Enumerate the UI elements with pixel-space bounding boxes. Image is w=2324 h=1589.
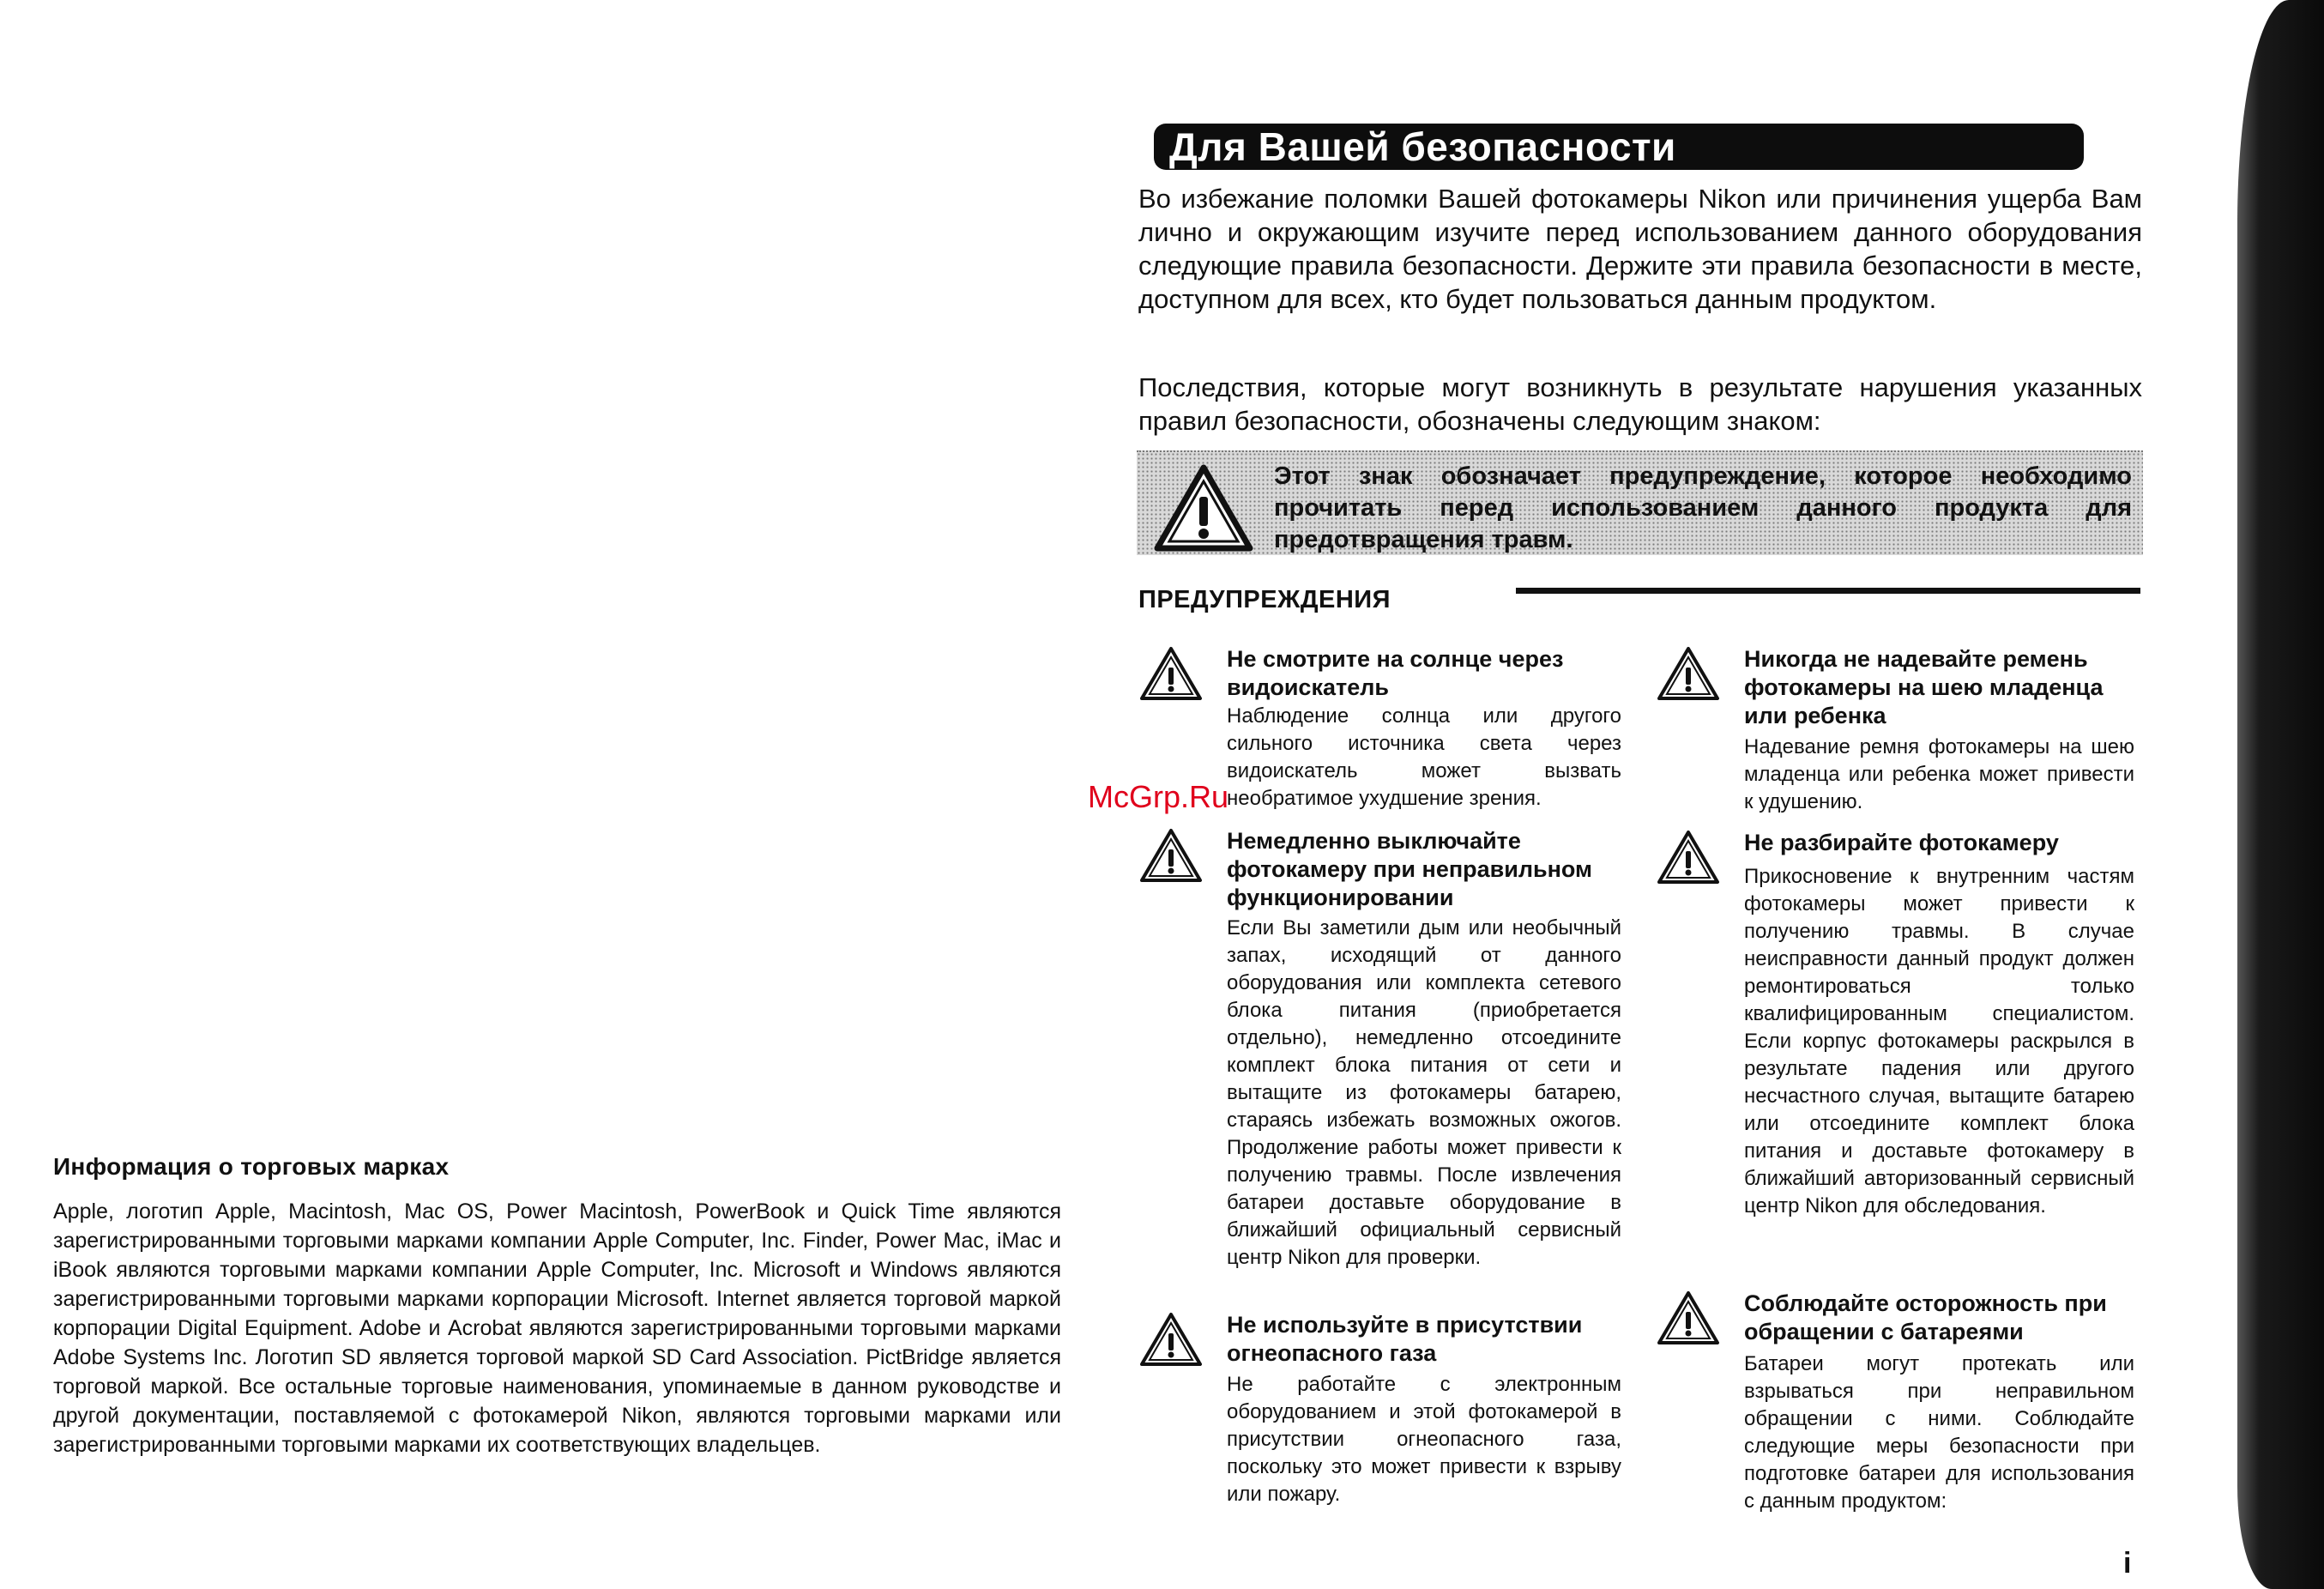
trademark-title: Информация о торговых марках <box>53 1153 450 1180</box>
page-title: Для Вашей безопасности <box>1169 124 1676 169</box>
warning-body: Батареи могут протекать или взрываться при неправильном обращении с ними. Соблюдайте следующие меры безопасности при подготовке батареи для использования с данным продуктом: <box>1744 1352 2134 1513</box>
warning-body: Если Вы заметили дым или необычный запах, исходящий от данного оборудования или комплекта сетевого блока питания (приобретается отдельно), немедленно отсоедините комплект блока питания от сети и вытащите из фотокамеры батарею, стараясь избежать возможных ожогов. Продолжение работы может привести к получению травмы. После извлечения батареи доставьте оборудование в ближайший официальный сервисный центр Nikon для проверки. <box>1227 916 1621 1269</box>
intro-paragraph-2: Последствия, которые могут возникнуть в результате нарушения указанных правил безопасности, обозначены следующим знаком: <box>1138 372 2142 436</box>
warning-triangle-icon <box>1656 645 1721 702</box>
warning-body: Наблюдение солнца или другого сильного источника света через видоискатель может вызвать необратимое ухудшение зрения. <box>1227 704 1621 810</box>
hazard-notice <box>1137 450 2143 555</box>
warning-triangle-icon <box>1656 1290 1721 1346</box>
warnings-heading: ПРЕДУПРЕЖДЕНИЯ <box>1138 586 1391 613</box>
left-page <box>0 0 1112 1589</box>
warning-triangle-icon <box>1138 1311 1204 1368</box>
warning-heading: Не используйте в присутствии огнеопасного газа <box>1227 1312 1583 1366</box>
warning-triangle-icon <box>1138 645 1204 702</box>
warning-heading: Не разбирайте фотокамеру <box>1744 830 2059 855</box>
hazard-notice-text: Этот знак обозначает предупреждение, которое необходимо прочитать перед использованием данного продукта для предотвращения травм. <box>1274 462 2132 553</box>
scan-edge <box>2237 0 2324 1589</box>
page-number: i <box>2123 1547 2132 1580</box>
warning-heading: Немедленно выключайте фотокамеру при неправильном функционировании <box>1227 828 1593 910</box>
warning-body: Прикосновение к внутренним частям фотокамеры может привести к получению травмы. В случае неисправности данный продукт должен ремонтироваться только квалифицированным специалистом. Если корпус фотокамеры раскрылся в результате падения или другого несчастного случая, вытащите батарею или отсоедините комплект блока питания и доставьте фотокамеру в ближайший авторизованный сервисный центр Nikon для обследования. <box>1744 865 2134 1217</box>
warning-triangle-icon <box>1656 829 1721 885</box>
warning-body: Не работайте с электронным оборудованием и этой фотокамерой в присутствии огнеопасного газа, поскольку это может привести к взрыву или пожару. <box>1227 1373 1621 1506</box>
watermark: McGrp.Ru <box>1088 779 1229 814</box>
warning-triangle-icon <box>1152 462 1255 553</box>
warning-heading: Не смотрите на солнце через видоискатель <box>1227 646 1564 700</box>
page-title-bar <box>1154 124 2084 170</box>
trademark-text: Apple, логотип Apple, Macintosh, Mac OS, Power Macintosh, PowerBook и Quick Time являются зарегистрированными торговыми марками компании Apple Computer, Inc. Finder, Power Mac, iMac и iBook являются торговыми марками компании Apple Computer, Inc. Microsoft и Windows являются зарегистрированными торговыми марками корпорации Microsoft. Internet является торговой маркой корпорации Digital Equipment. Adobe и Acrobat являются зарегистрированными торговыми марками Adobe Systems Inc. Логотип SD является торговой маркой SD Card Association. PictBridge является торговой маркой. Все остальные торговые наименования, упоминаемые в данном руководстве и другой документации, поставляемой с фотокамерой Nikon, являются торговыми марками или зарегистрированными торговыми марками их соответствующих владельцев. <box>53 1199 1061 1457</box>
warning-heading: Никогда не надевайте ремень фотокамеры на шею младенца или ребенка <box>1744 646 2104 728</box>
warning-heading: Соблюдайте осторожность при обращении с батареями <box>1744 1290 2107 1344</box>
warning-triangle-icon <box>1138 827 1204 884</box>
warning-body: Надевание ремня фотокамеры на шею младенца или ребенка может привести к удушению. <box>1744 735 2134 813</box>
intro-paragraph-1: Во избежание поломки Вашей фотокамеры Nikon или причинения ущерба Вам лично и окружающим изучите перед использованием данного оборудования следующие правила безопасности. Держите эти правила безопасности в месте, доступном для всех, кто будет пользоваться данным продуктом. <box>1138 184 2142 314</box>
